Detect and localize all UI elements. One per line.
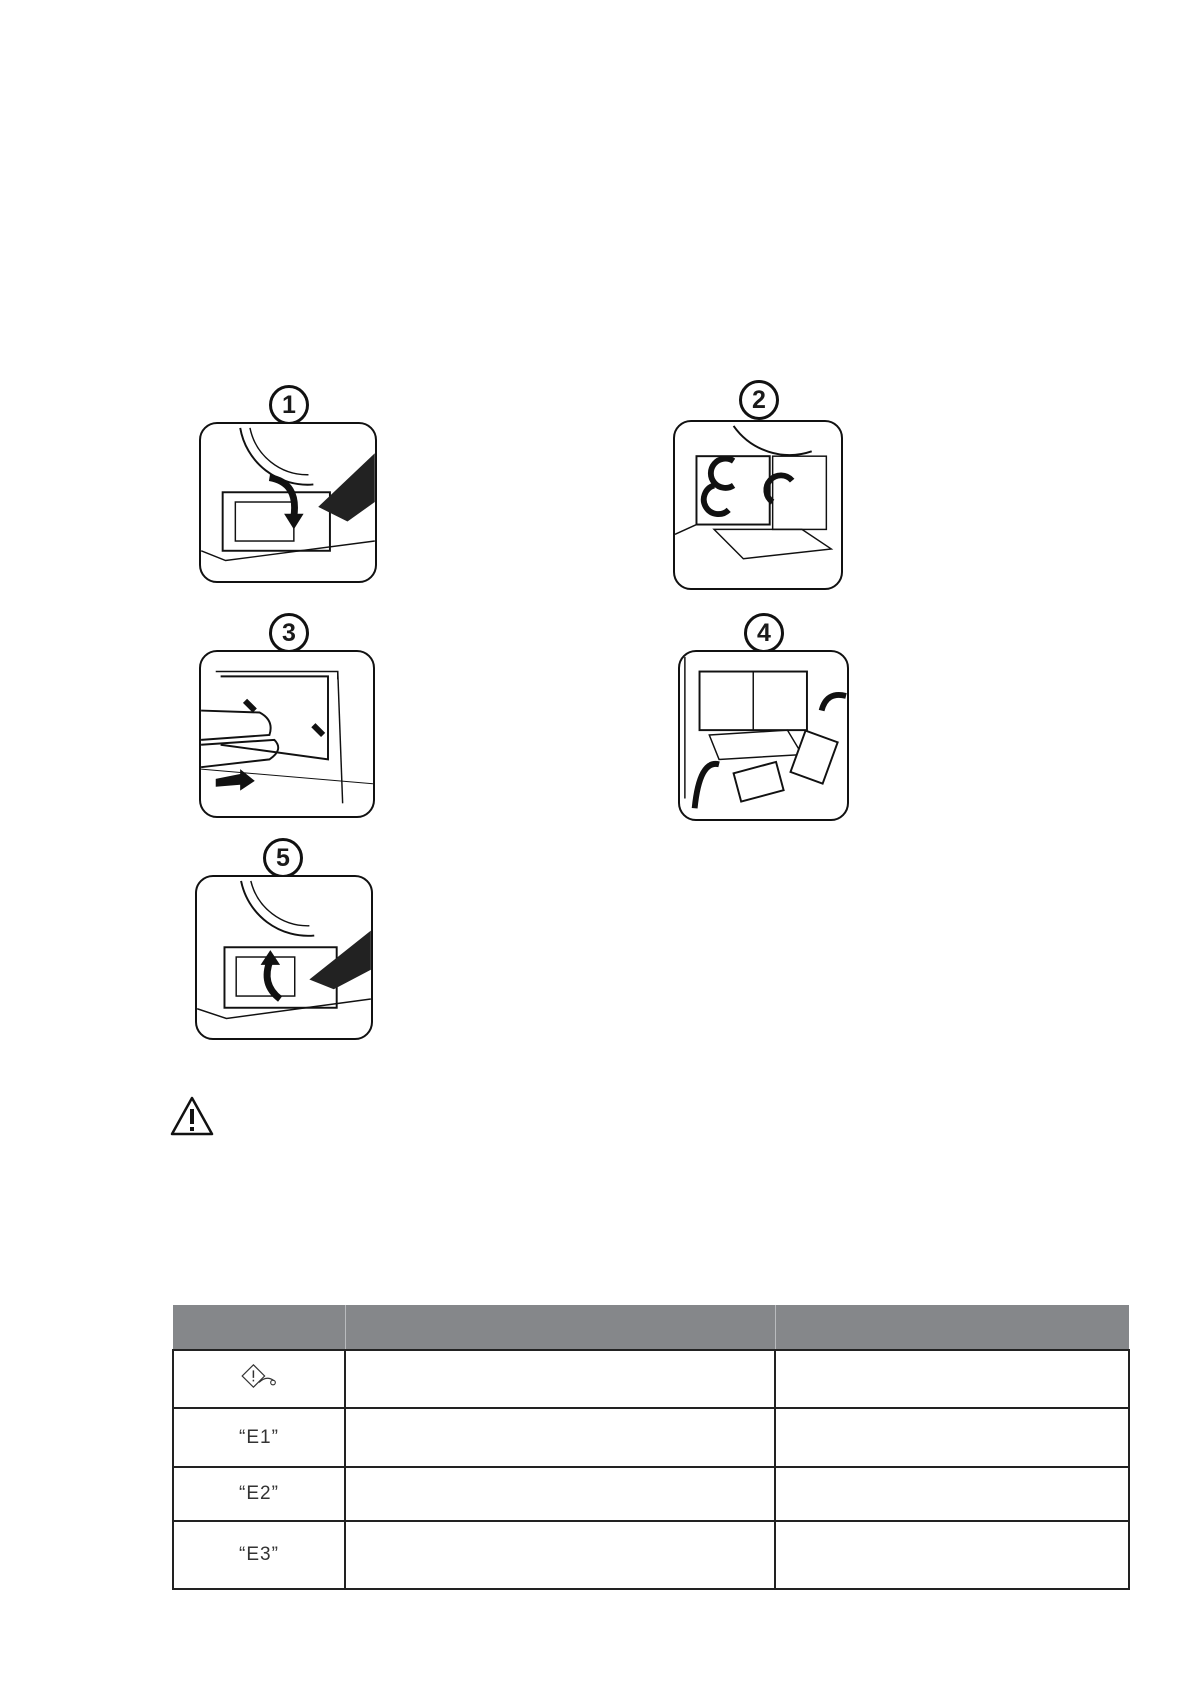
condenser-rinse-drawing (680, 652, 847, 819)
warning-triangle-icon (170, 1095, 214, 1137)
plinth-flap-open-drawing (201, 424, 375, 581)
header-cause (345, 1305, 775, 1350)
error-code: “E2” (239, 1483, 279, 1504)
step-number-1: 1 (269, 385, 309, 425)
table-row (173, 1350, 1129, 1408)
step-2-illustration (673, 420, 843, 590)
condenser-pull-out-drawing (201, 652, 373, 816)
code-cell (173, 1408, 345, 1467)
water-tank-warning-icon (240, 1362, 278, 1390)
code-cell (173, 1521, 345, 1589)
cause-cell (345, 1521, 775, 1589)
table-header-row (173, 1305, 1129, 1350)
header-code (173, 1305, 345, 1350)
condenser-levers-drawing (675, 422, 841, 588)
cause-cell (345, 1350, 775, 1408)
error-code: “E3” (239, 1544, 279, 1565)
table-row (173, 1467, 1129, 1521)
code-cell (173, 1467, 345, 1521)
header-solution (775, 1305, 1129, 1350)
step-number-4: 4 (744, 613, 784, 653)
solution-cell (775, 1408, 1129, 1467)
cause-cell (345, 1467, 775, 1521)
step-1-illustration (199, 422, 377, 583)
step-3-illustration (199, 650, 375, 818)
table-row (173, 1408, 1129, 1467)
step-5-illustration (195, 875, 373, 1040)
solution-cell (775, 1467, 1129, 1521)
solution-cell (775, 1350, 1129, 1408)
step-number-3: 3 (269, 613, 309, 653)
plinth-flap-close-drawing (197, 877, 371, 1038)
table-row (173, 1521, 1129, 1589)
error-code: “E1” (239, 1426, 279, 1448)
step-4-illustration (678, 650, 849, 821)
code-cell (173, 1350, 345, 1408)
cause-cell (345, 1408, 775, 1467)
solution-cell (775, 1521, 1129, 1589)
error-code-table (172, 1305, 1130, 1590)
step-number-2: 2 (739, 380, 779, 420)
step-number-5: 5 (263, 838, 303, 878)
